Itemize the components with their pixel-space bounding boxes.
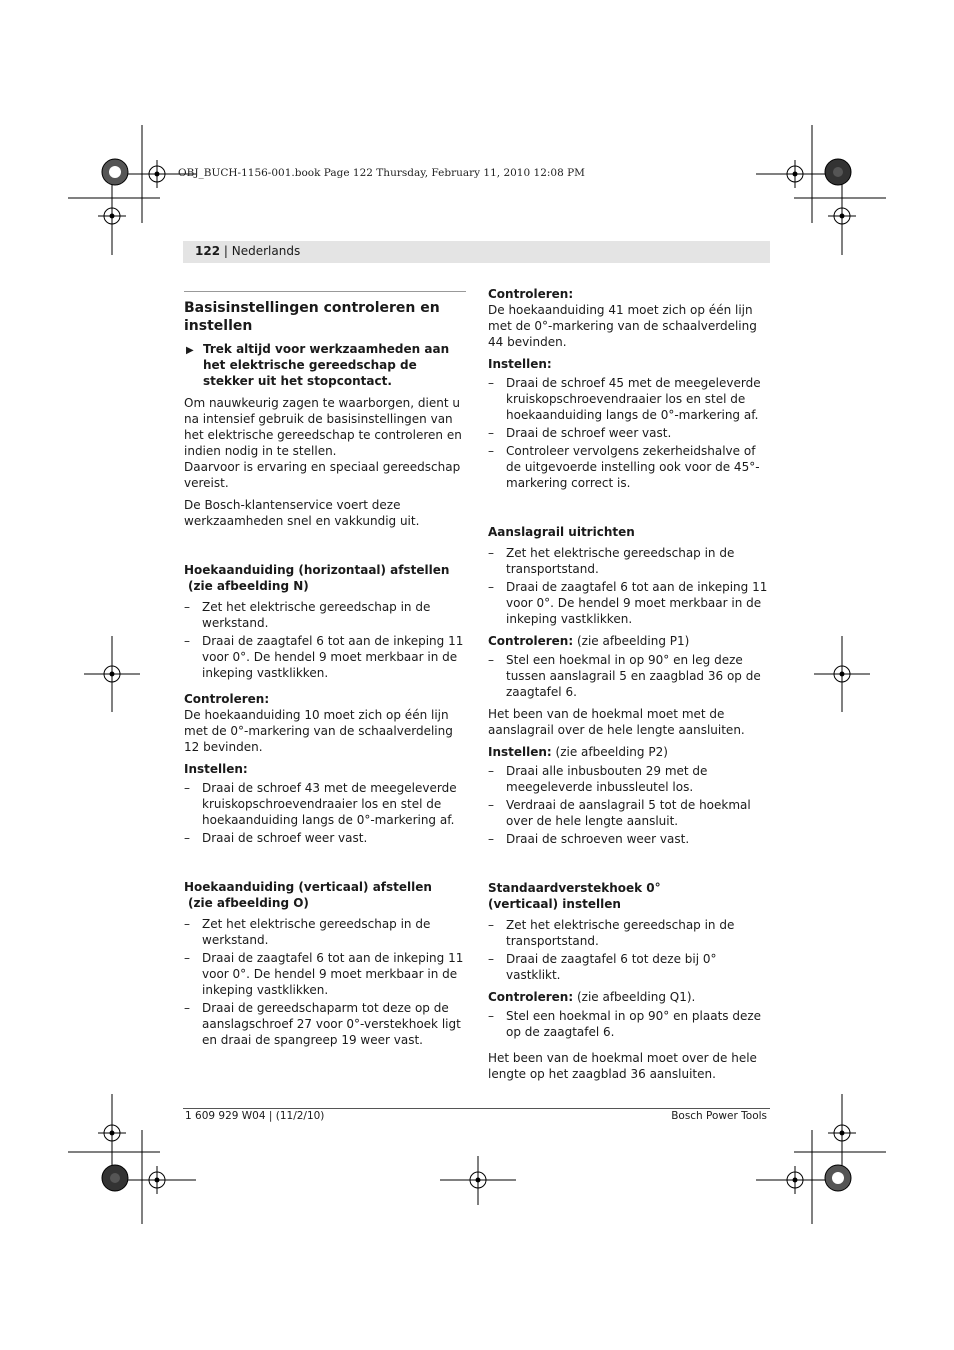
footer-doc-id: 1 609 929 W04 | (11/2/10) bbox=[185, 1110, 325, 1122]
check-text: De hoekaanduiding 10 moet zich op één lijn met de 0°-markering van de schaalverdeling 12 bevinden. bbox=[184, 708, 453, 754]
triangle-bullet-icon: ▶ bbox=[186, 345, 194, 356]
step-list bbox=[184, 599, 466, 681]
figure-reference: (zie afbeelding Q1). bbox=[573, 990, 696, 1004]
check-label: Controleren: bbox=[184, 692, 270, 706]
warning-note bbox=[184, 341, 466, 389]
list-item: – Draai alle inbusbouten 29 met de meegeleverde inbussleutel los. bbox=[488, 763, 770, 795]
step-list bbox=[184, 916, 466, 1048]
check-label: Controleren: bbox=[488, 287, 574, 301]
note-text: Het been van de hoekmal moet met de aanslagrail over de hele lengte aansluiten. bbox=[488, 707, 745, 737]
list-item: – Draai de schroef 45 met de meegeleverde kruiskopschroevendraaier los en stel de hoekaanduiding langs de 0°-markering af. bbox=[488, 375, 770, 423]
list-item: – Verdraai de aanslagrail 5 tot de hoekmal over de hele lengte aansluit. bbox=[488, 797, 770, 829]
list-item: – Draai de schroef 43 met de meegeleverde kruiskopschroevendraaier los en stel de hoekaanduiding langs de 0°-markering af. bbox=[184, 780, 466, 828]
step-list bbox=[488, 375, 770, 491]
subsection-title: Standaardverstekhoek 0° (verticaal) instellen bbox=[488, 881, 661, 911]
print-info: OBJ_BUCH-1156-001.book Page 122 Thursday, February 11, 2010 12:08 PM bbox=[178, 167, 585, 179]
step-list bbox=[488, 763, 770, 847]
list-item: – Stel een hoekmal in op 90° en plaats deze op de zaagtafel 6. bbox=[488, 1008, 770, 1040]
figure-reference: (zie afbeelding P1) bbox=[573, 634, 690, 648]
intro-paragraph: Om nauwkeurig zagen te waarborgen, dient u na intensief gebruik de basisinstellingen van het elektrische gereedschap te controleren en indien nodig in te stellen. bbox=[184, 396, 462, 458]
list-item: – Draai de zaagtafel 6 tot aan de inkeping 11 voor 0°. De hendel 9 moet merkbaar in de inkeping vastklikken. bbox=[184, 950, 466, 998]
adjust-heading bbox=[488, 744, 770, 760]
list-item: – Draai de zaagtafel 6 tot aan de inkeping 11 voor 0°. De hendel 9 moet merkbaar in de inkeping vastklikken. bbox=[488, 579, 770, 627]
header-separator: | bbox=[220, 244, 232, 258]
list-item: – Zet het elektrische gereedschap in de transportstand. bbox=[488, 917, 770, 949]
check-heading bbox=[488, 633, 770, 649]
step-list bbox=[488, 1008, 770, 1040]
check-heading bbox=[488, 989, 770, 1005]
figure-reference: (zie afbeelding N) bbox=[188, 579, 309, 593]
check-text: De hoekaanduiding 41 moet zich op één lijn met de 0°-markering van de schaalverdeling 44 bevinden. bbox=[488, 303, 757, 349]
step-list bbox=[488, 545, 770, 627]
list-item: – Draai de schroef weer vast. bbox=[184, 830, 466, 846]
list-item: – Zet het elektrische gereedschap in de transportstand. bbox=[488, 545, 770, 577]
figure-reference: (zie afbeelding P2) bbox=[551, 745, 668, 759]
intro-paragraph: De Bosch-klantenservice voert deze werkzaamheden snel en vakkundig uit. bbox=[184, 498, 420, 528]
adjust-label: Instellen: bbox=[488, 357, 552, 371]
page-header bbox=[195, 244, 300, 258]
subsection-title: Hoekaanduiding (verticaal) afstellen bbox=[184, 880, 432, 894]
step-list bbox=[488, 652, 770, 700]
warning-text: Trek altijd voor werkzaamheden aan het elektrische gereedschap de stekker uit het stopcontact. bbox=[203, 342, 450, 388]
list-item: – Stel een hoekmal in op 90° en leg deze tussen aanslagrail 5 en zaagblad 36 op de zaagtafel 6. bbox=[488, 652, 770, 700]
footer-rule bbox=[183, 1108, 770, 1109]
list-item: – Zet het elektrische gereedschap in de werkstand. bbox=[184, 599, 466, 631]
list-item: – Draai de schroeven weer vast. bbox=[488, 831, 770, 847]
header-language: Nederlands bbox=[231, 244, 301, 258]
footer-brand: Bosch Power Tools bbox=[671, 1110, 767, 1122]
check-label: Controleren: bbox=[488, 634, 574, 648]
adjust-label: Instellen: bbox=[488, 745, 552, 759]
check-label: Controleren: bbox=[488, 990, 574, 1004]
adjust-label: Instellen: bbox=[184, 762, 248, 776]
list-item: – Draai de zaagtafel 6 tot deze bij 0° vastklikt. bbox=[488, 951, 770, 983]
list-item: – Zet het elektrische gereedschap in de werkstand. bbox=[184, 916, 466, 948]
right-column bbox=[488, 286, 770, 1088]
subsection-title: Hoekaanduiding (horizontaal) afstellen bbox=[184, 563, 450, 577]
step-list bbox=[488, 917, 770, 983]
title-rule bbox=[184, 291, 466, 295]
note-text: Het been van de hoekmal moet over de hele lengte op het zaagblad 36 aansluiten. bbox=[488, 1051, 757, 1081]
step-list bbox=[184, 780, 466, 846]
left-column bbox=[184, 291, 466, 1054]
subsection-title: Aanslagrail uitrichten bbox=[488, 525, 635, 539]
page-number: 122 bbox=[195, 244, 221, 258]
list-item: – Draai de zaagtafel 6 tot aan de inkeping 11 voor 0°. De hendel 9 moet merkbaar in de inkeping vastklikken. bbox=[184, 633, 466, 681]
list-item: – Draai de gereedschaparm tot deze op de aanslagschroef 27 voor 0°-verstekhoek ligt en draai de spangreep 19 weer vast. bbox=[184, 1000, 466, 1048]
section-title: Basisinstellingen controleren en instellen bbox=[184, 300, 440, 334]
intro-paragraph: Daarvoor is ervaring en speciaal gereedschap vereist. bbox=[184, 460, 461, 490]
list-item: – Controleer vervolgens zekerheidshalve of de uitgevoerde instelling ook voor de 45°-markering correct is. bbox=[488, 443, 770, 491]
list-item: – Draai de schroef weer vast. bbox=[488, 425, 770, 441]
figure-reference: (zie afbeelding O) bbox=[188, 896, 309, 910]
